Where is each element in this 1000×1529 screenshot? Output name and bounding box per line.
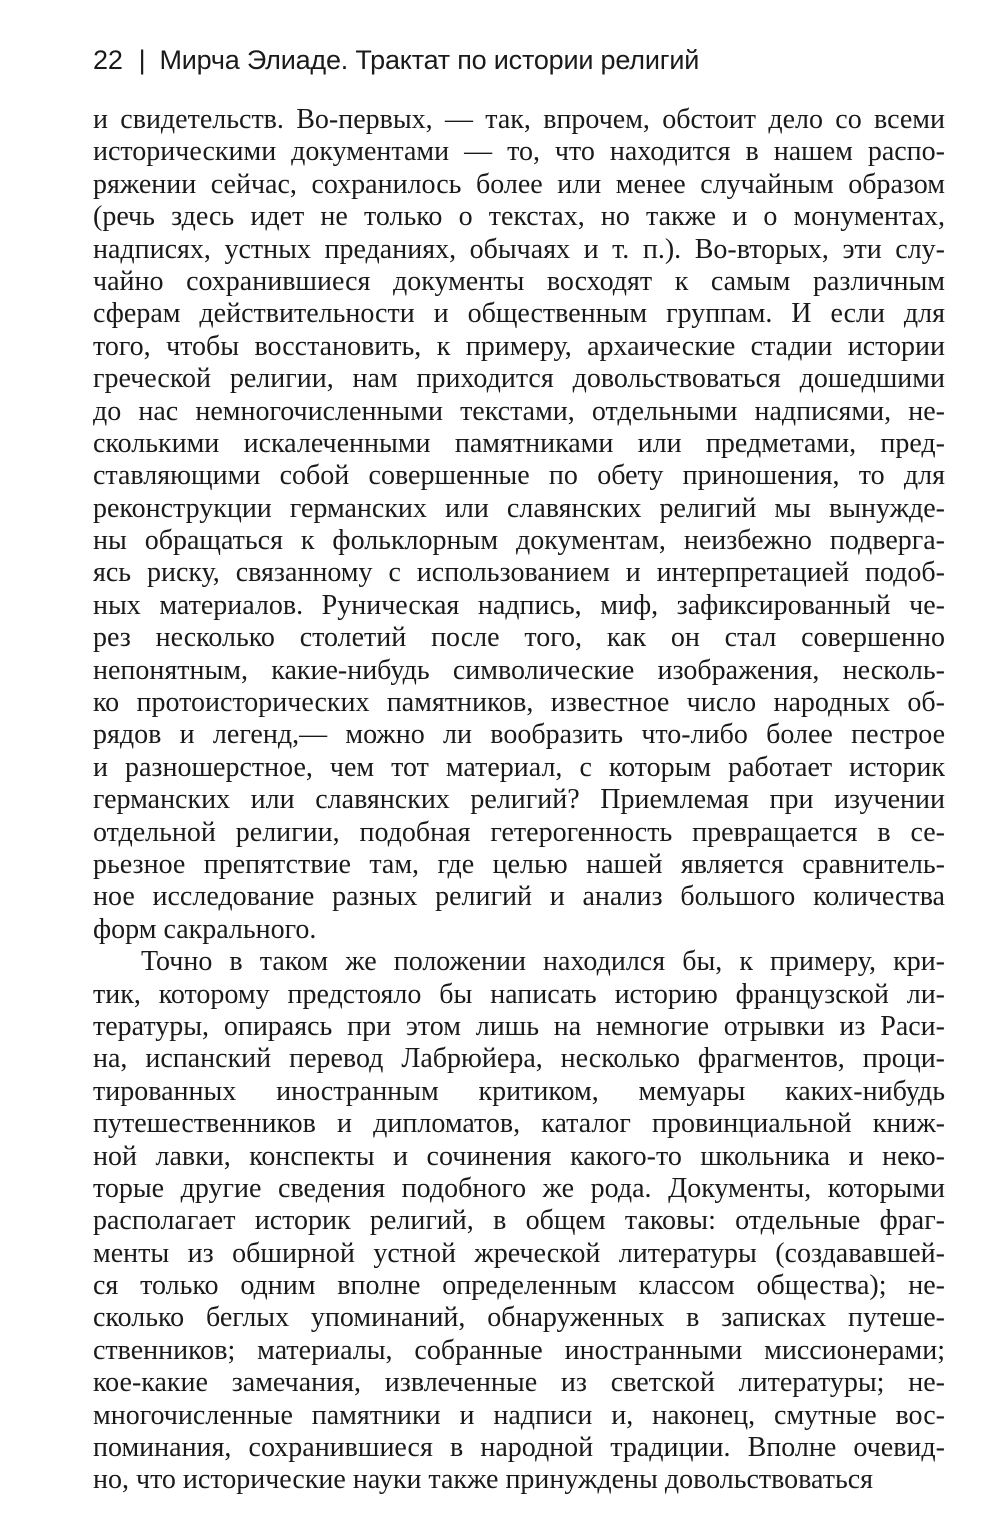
text-line: многочисленные памятники и надписи и, наконец, смутные вос- bbox=[93, 1399, 945, 1431]
text-line: кое-какие замечания, извлеченные из светской литературы; не- bbox=[93, 1367, 945, 1399]
text-line: сколькими искалеченными памятниками или предметами, пред- bbox=[93, 427, 945, 459]
text-line: тированных иностранным критиком, мемуары каких-нибудь bbox=[93, 1075, 945, 1107]
text-line: реконструкции германских или славянских религий мы вынужде- bbox=[93, 492, 945, 524]
paragraph bbox=[93, 946, 945, 1497]
text-line: ное исследование разных религий и анализ большого количества bbox=[93, 881, 945, 913]
header-separator: | bbox=[138, 45, 146, 75]
book-page bbox=[93, 40, 945, 1497]
text-line: и разношерстное, чем тот материал, с которым работает историк bbox=[93, 751, 945, 783]
text-line: (речь здесь идет не только о текстах, но также и о монументах, bbox=[93, 201, 945, 233]
running-head bbox=[93, 40, 945, 80]
text-line: тературы, опираясь при этом лишь на немногие отрывки из Раси- bbox=[93, 1010, 945, 1042]
text-line: ряжении сейчас, сохранилось более или менее случайным образом bbox=[93, 168, 945, 200]
text-line: рьезное препятствие там, где целью нашей является сравнитель- bbox=[93, 848, 945, 880]
text-line: ся только одним вполне определенным классом общества); не- bbox=[93, 1270, 945, 1302]
text-line: ственников; материалы, собранные иностранными миссионерами; bbox=[93, 1334, 945, 1366]
text-line: греческой религии, нам приходится довольствоваться дошедшими bbox=[93, 363, 945, 395]
text-line: путешественников и дипломатов, каталог провинциальной книж- bbox=[93, 1108, 945, 1140]
text-line: германских или славянских религий? Приемлемая при изучении bbox=[93, 784, 945, 816]
text-line: сколько беглых упоминаний, обнаруженных в записках путеше- bbox=[93, 1302, 945, 1334]
text-line: ной лавки, конспекты и сочинения какого-то школьника и неко- bbox=[93, 1140, 945, 1172]
text-line: ны обращаться к фольклорным документам, неизбежно подверга- bbox=[93, 525, 945, 557]
text-line: рез несколько столетий после того, как он стал совершенно bbox=[93, 622, 945, 654]
text-line: историческими документами — то, что находится в нашем распо- bbox=[93, 136, 945, 168]
text-line: отдельной религии, подобная гетерогенность превращается в се- bbox=[93, 816, 945, 848]
text-line: того, чтобы восстановить, к примеру, архаические стадии истории bbox=[93, 330, 945, 362]
text-line: ставляющими собой совершенные по обету приношения, то для bbox=[93, 460, 945, 492]
text-line: поминания, сохранившиеся в народной традиции. Вполне очевид- bbox=[93, 1432, 945, 1464]
text-line: до нас немногочисленными текстами, отдельными надписями, не- bbox=[93, 395, 945, 427]
text-line: Точно в таком же положении находился бы, к примеру, кри- bbox=[141, 946, 945, 978]
text-line: ясь риску, связанному с использованием и интерпретацией подоб- bbox=[93, 557, 945, 589]
paragraph bbox=[93, 104, 945, 946]
text-line: менты из обширной устной жреческой литературы (создававшей- bbox=[93, 1237, 945, 1269]
page-number: 22 bbox=[93, 45, 123, 75]
text-line: и свидетельств. Во-первых, — так, впрочем, обстоит дело со всеми bbox=[93, 104, 945, 135]
text-line: торые другие сведения подобного же рода. Документы, которыми bbox=[93, 1172, 945, 1204]
body-text bbox=[93, 104, 945, 1497]
text-line: тик, которому предстояло бы написать историю французской ли- bbox=[93, 978, 945, 1010]
text-line: форм сакрального. bbox=[93, 913, 317, 945]
text-line: непонятным, какие-нибудь символические изображения, несколь- bbox=[93, 654, 945, 686]
text-line: ных материалов. Руническая надпись, миф, зафиксированный че- bbox=[93, 589, 945, 621]
text-line: ко протоисторических памятников, известное число народных об- bbox=[93, 687, 945, 719]
text-line: рядов и легенд,— можно ли вообразить что-либо более пестрое bbox=[93, 719, 945, 751]
text-line: чайно сохранившиеся документы восходят к самым различным bbox=[93, 265, 945, 297]
text-line: располагает историк религий, в общем таковы: отдельные фраг- bbox=[93, 1205, 945, 1237]
book-title: Мирча Элиаде. Трактат по истории религий bbox=[159, 45, 700, 75]
text-line: на, испанский перевод Лабрюйера, несколько фрагментов, проци- bbox=[93, 1043, 945, 1075]
text-line: но, что исторические науки также принуждены довольствоваться bbox=[93, 1464, 874, 1496]
text-line: надписях, устных преданиях, обычаях и т. п.). Во-вторых, эти слу- bbox=[93, 233, 945, 265]
text-line: сферам действительности и общественным группам. И если для bbox=[93, 298, 945, 330]
